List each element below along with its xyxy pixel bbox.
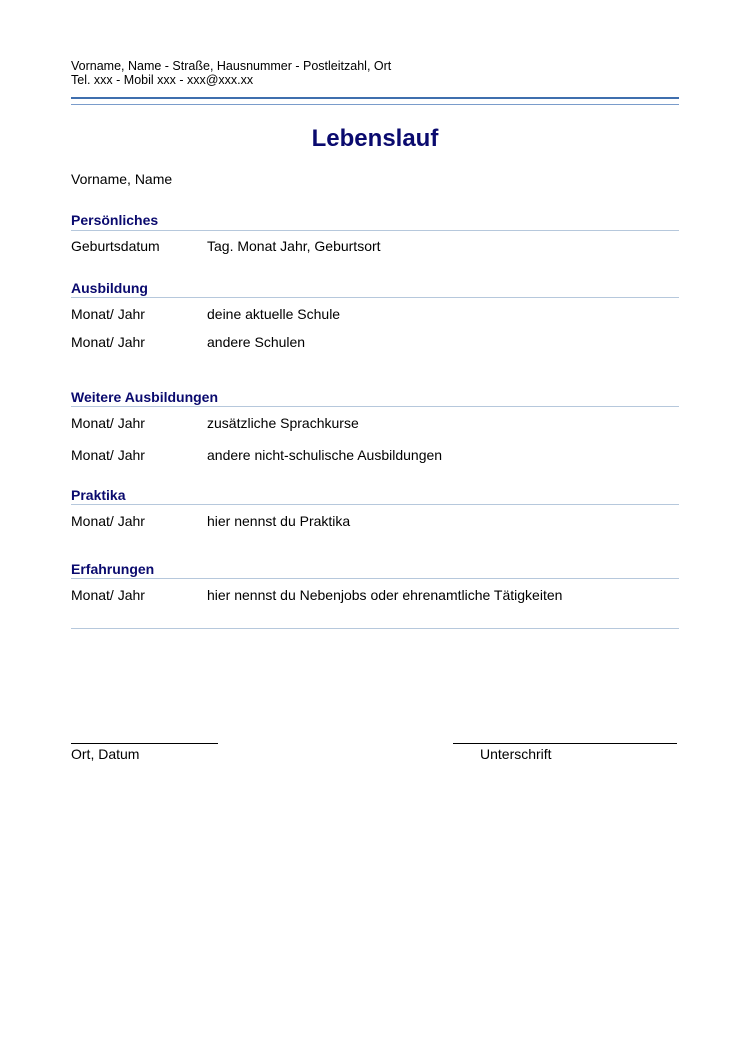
internships-row-label: Monat/ Jahr [71, 513, 145, 529]
signature-line [453, 743, 677, 744]
personal-row-value: Tag. Monat Jahr, Geburtsort [207, 238, 381, 254]
signature-label: Unterschrift [480, 746, 552, 762]
section-rule-further-education [71, 406, 679, 407]
section-rule-internships [71, 504, 679, 505]
section-rule-education [71, 297, 679, 298]
education-row-label: Monat/ Jahr [71, 306, 145, 322]
section-heading-education: Ausbildung [71, 280, 148, 296]
header-contact: Tel. xxx - Mobil xxx - xxx@xxx.xx [71, 73, 254, 87]
page-title: Lebenslauf [311, 125, 439, 152]
section-heading-experience: Erfahrungen [71, 561, 155, 577]
closing-rule [71, 628, 679, 629]
further-education-row-value: zusätzliche Sprachkurse [207, 415, 359, 431]
header-rule-bottom [71, 104, 679, 105]
section-heading-further-education: Weitere Ausbildungen [71, 389, 219, 405]
place-date-line [71, 743, 218, 744]
personal-row-label: Geburtsdatum [71, 238, 160, 254]
section-rule-experience [71, 578, 679, 579]
header-address: Vorname, Name - Straße, Hausnummer - Postleitzahl, Ort [71, 59, 392, 73]
further-education-row-label: Monat/ Jahr [71, 447, 145, 463]
experience-row-label: Monat/ Jahr [71, 587, 145, 603]
section-heading-personal: Persönliches [71, 212, 159, 228]
further-education-row-value: andere nicht-schulische Ausbildungen [207, 447, 443, 463]
education-row-label: Monat/ Jahr [71, 334, 145, 350]
internships-row-value: hier nennst du Praktika [207, 513, 351, 529]
experience-row-value: hier nennst du Nebenjobs oder ehrenamtliche Tätigkeiten [207, 587, 563, 603]
education-row-value: deine aktuelle Schule [207, 306, 341, 322]
section-heading-internships: Praktika [71, 487, 126, 503]
place-date-label: Ort, Datum [71, 746, 140, 762]
section-rule-personal [71, 230, 679, 231]
education-row-value: andere Schulen [207, 334, 306, 350]
header-rule-top [71, 97, 679, 99]
further-education-row-label: Monat/ Jahr [71, 415, 145, 431]
full-name: Vorname, Name [71, 171, 173, 187]
